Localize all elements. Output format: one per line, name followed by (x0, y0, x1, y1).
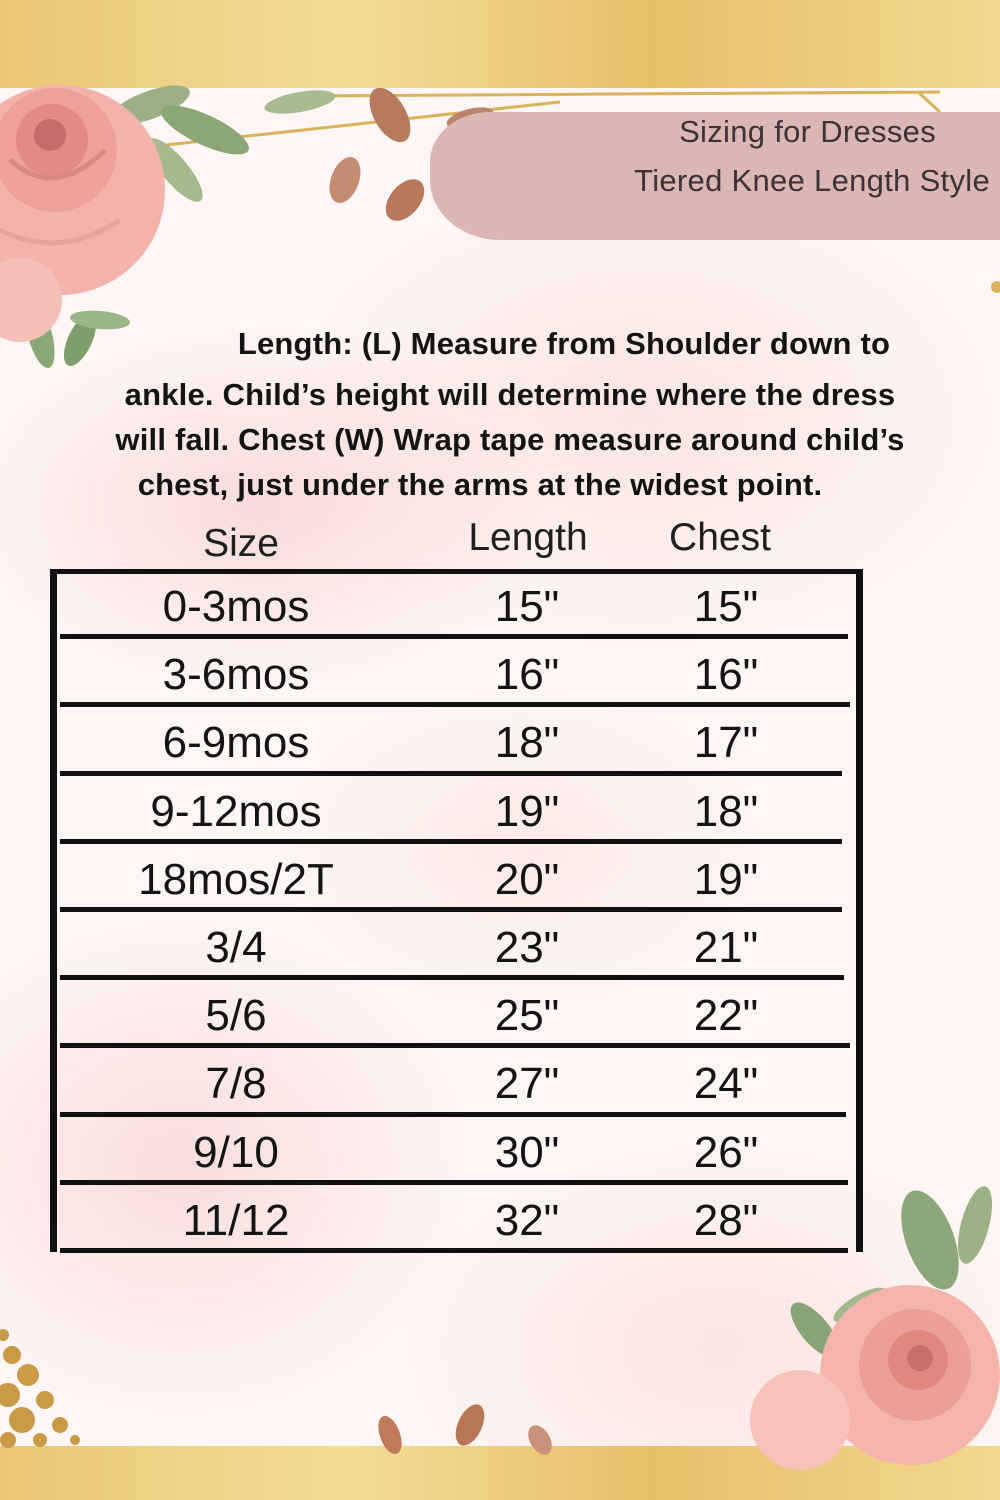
column-header-size: Size (203, 522, 279, 565)
table-cell-chest: 24" (693, 1059, 759, 1109)
gold-glitter-icon (0, 1329, 80, 1448)
table-cell-length: 20" (494, 854, 560, 904)
table-cell-chest: 19" (693, 854, 759, 904)
table-cell-size: 9/10 (193, 1127, 279, 1177)
gold-dot-icon (991, 281, 1000, 293)
table-cell-length: 30" (494, 1127, 560, 1177)
table-cell-chest: 26" (693, 1127, 759, 1177)
table-rule (50, 569, 862, 574)
table-cell-length: 27" (494, 1059, 560, 1109)
table-cell-chest: 16" (693, 650, 759, 700)
table-cell-length: 23" (494, 923, 560, 972)
table-cell-size: 3-6mos (162, 650, 310, 700)
size-table (50, 569, 866, 1252)
table-cell-chest: 21" (693, 923, 759, 972)
table-cell-size: 9-12mos (150, 786, 322, 836)
table-cell-chest: 17" (693, 718, 759, 768)
table-cell-length: 16" (494, 650, 560, 700)
table-cell-size: 11/12 (182, 1195, 290, 1245)
table-cell-chest: 15" (693, 582, 759, 631)
table-cell-chest: 28" (693, 1195, 759, 1245)
title-line-2: Tiered Knee Length Style (634, 163, 990, 198)
table-cell-size: 18mos/2T (138, 854, 334, 904)
instructions-line-1: Length: (L) Measure from Shoulder down to (237, 326, 891, 361)
table-cell-size: 0-3mos (162, 582, 310, 631)
table-border-left (50, 569, 57, 1252)
instructions-line-4: chest, just under the arms at the widest point. (137, 467, 823, 502)
instructions-line-3: will fall. Chest (W) Wrap tape measure around child’s (115, 422, 905, 457)
table-row-divider (60, 1043, 850, 1048)
table-cell-size: 7/8 (205, 1059, 267, 1109)
table-cell-length: 32" (494, 1195, 560, 1245)
table-row-divider (60, 634, 848, 639)
table-cell-length: 18" (494, 718, 560, 768)
table-cell-size: 3/4 (205, 923, 267, 972)
title-line-1: Sizing for Dresses (679, 114, 936, 149)
table-cell-size: 5/6 (205, 991, 267, 1041)
column-header-length: Length (468, 516, 588, 559)
table-row-divider (60, 907, 842, 912)
table-row-divider (60, 1180, 848, 1185)
table-cell-size: 6-9mos (162, 718, 310, 768)
table-cell-length: 19" (494, 786, 560, 836)
table-cell-length: 25" (494, 991, 560, 1041)
table-cell-chest: 18" (693, 786, 759, 836)
table-cell-chest: 22" (693, 991, 759, 1041)
column-header-chest: Chest (669, 516, 771, 559)
table-row-divider (60, 839, 842, 844)
table-row-divider (60, 771, 842, 776)
instructions-line-2: ankle. Child’s height will determine where the dress (124, 377, 896, 412)
table-row-divider (60, 975, 844, 980)
table-row-divider (60, 1112, 846, 1117)
measuring-instructions (40, 318, 980, 510)
table-row-divider (60, 702, 850, 707)
table-border-right (856, 569, 863, 1252)
table-row-divider (60, 1248, 848, 1253)
table-cell-length: 15" (494, 582, 560, 631)
